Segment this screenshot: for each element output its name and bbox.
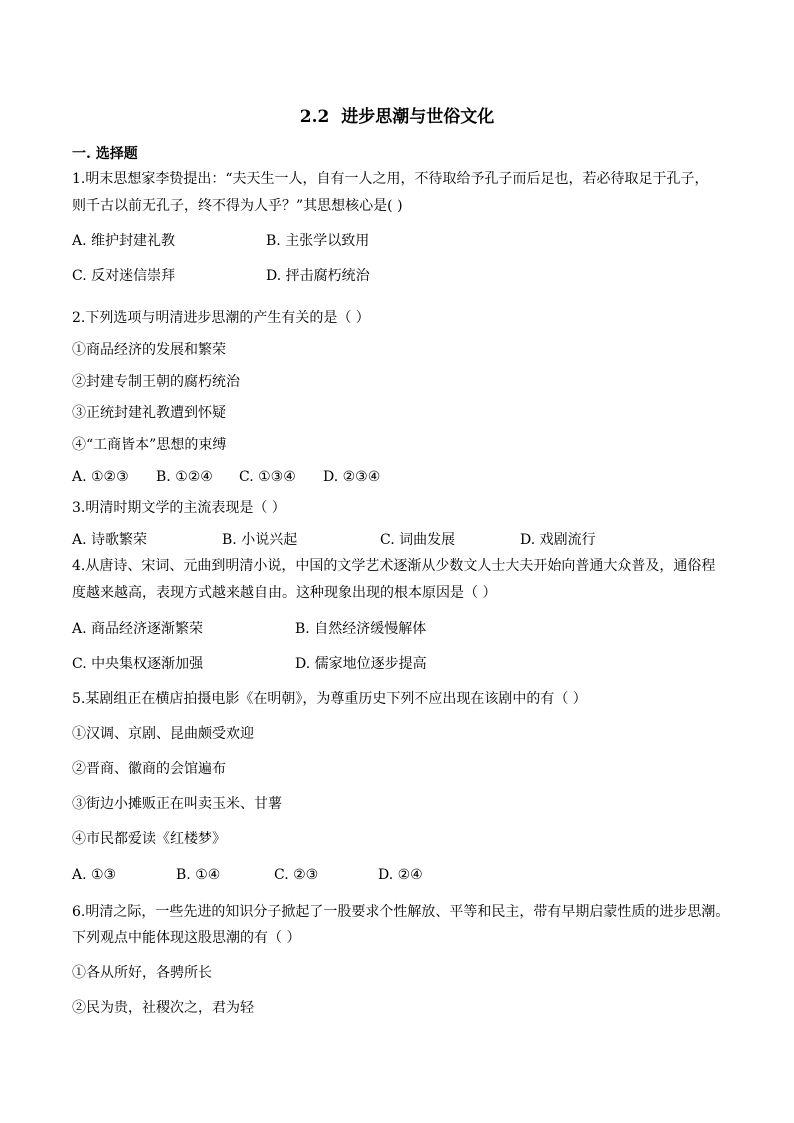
question-5-item-1: ①汉调、京剧、昆曲颇受欢迎 [72,726,254,742]
question-4-stem-line-2: 度越来越高，表现方式越来越自由。这种现象出现的根本原因是（ ） [72,585,497,601]
question-3-option-c: C. 词曲发展 [380,532,456,548]
question-2-item-1: ①商品经济的发展和繁荣 [72,342,226,358]
question-4-option-d: D. 儒家地位逐步提高 [295,656,427,672]
question-2-option-d: D. ②③④ [323,469,381,485]
page-title: 2.2 进步思潮与世俗文化 [299,107,495,127]
question-4-stem-line-1: 4.从唐诗、宋词、元曲到明清小说，中国的文学艺术逐渐从少数文人士大夫开始向普通大众普及，通俗程 [72,558,716,574]
question-3-option-a: A. 诗歌繁荣 [72,532,148,548]
question-5-option-d: D. ②④ [378,867,423,883]
section-heading: 一. 选择题 [72,146,138,162]
question-5-item-4: ④市民都爱读《红楼梦》 [72,831,226,847]
question-3-stem: 3.明清时期文学的主流表现是（ ） [72,500,286,516]
question-5-stem: 5.某剧组正在横店拍摄电影《在明朝》，为尊重历史下列不应出现在该剧中的有（ ） [72,691,587,707]
question-5-option-a: A. ①③ [72,867,117,883]
question-2-option-c: C. ①③④ [239,469,296,485]
question-2-item-3: ③正统封建礼教遭到怀疑 [72,405,226,421]
question-2-option-b: B. ①②④ [156,469,213,485]
question-4-option-b: B. 自然经济缓慢解体 [295,621,427,637]
question-5-item-2: ②晋商、徽商的会馆遍布 [72,761,226,777]
question-3-option-d: D. 戏剧流行 [520,532,596,548]
question-5-option-b: B. ①④ [176,867,221,883]
question-2-item-2: ②封建专制王朝的腐朽统治 [72,374,240,390]
question-5-item-3: ③街边小摊贩正在叫卖玉米、甘薯 [72,796,282,812]
question-1-option-a: A. 维护封建礼教 [72,233,176,249]
question-4-option-a: A. 商品经济逐渐繁荣 [72,621,204,637]
question-4-option-c: C. 中央集权逐渐加强 [72,656,204,672]
question-2-option-a: A. ①②③ [72,469,129,485]
question-2-item-4: ④“工商皆本”思想的束缚 [72,437,227,453]
question-6-stem-line-1: 6.明清之际，一些先进的知识分子掀起了一股要求个性解放、平等和民主，带有早期启蒙性质的进步思潮。 [72,904,730,920]
question-1-option-c: C. 反对迷信崇拜 [72,268,176,284]
question-1-option-b: B. 主张学以致用 [266,233,370,249]
question-6-stem-line-2: 下列观点中能体现这股思潮的有（ ） [72,930,301,946]
question-2-stem: 2.下列选项与明清进步思潮的产生有关的是（ ） [72,310,370,326]
question-3-option-b: B. 小说兴起 [222,532,298,548]
question-1-stem-line-2: 则千古以前无孔子，终不得为人乎？”其思想核心是( ) [72,198,403,214]
question-5-option-c: C. ②③ [274,867,319,883]
question-1-stem-line-1: 1.明末思想家李贽提出：“夫天生一人，自有一人之用，不待取给予孔子而后足也，若必待取足于孔子， [72,171,709,187]
question-6-item-1: ①各从所好，各骋所长 [72,965,212,981]
question-1-option-d: D. 抨击腐朽统治 [266,268,370,284]
question-6-item-2: ②民为贵，社稷次之，君为轻 [72,1000,254,1016]
